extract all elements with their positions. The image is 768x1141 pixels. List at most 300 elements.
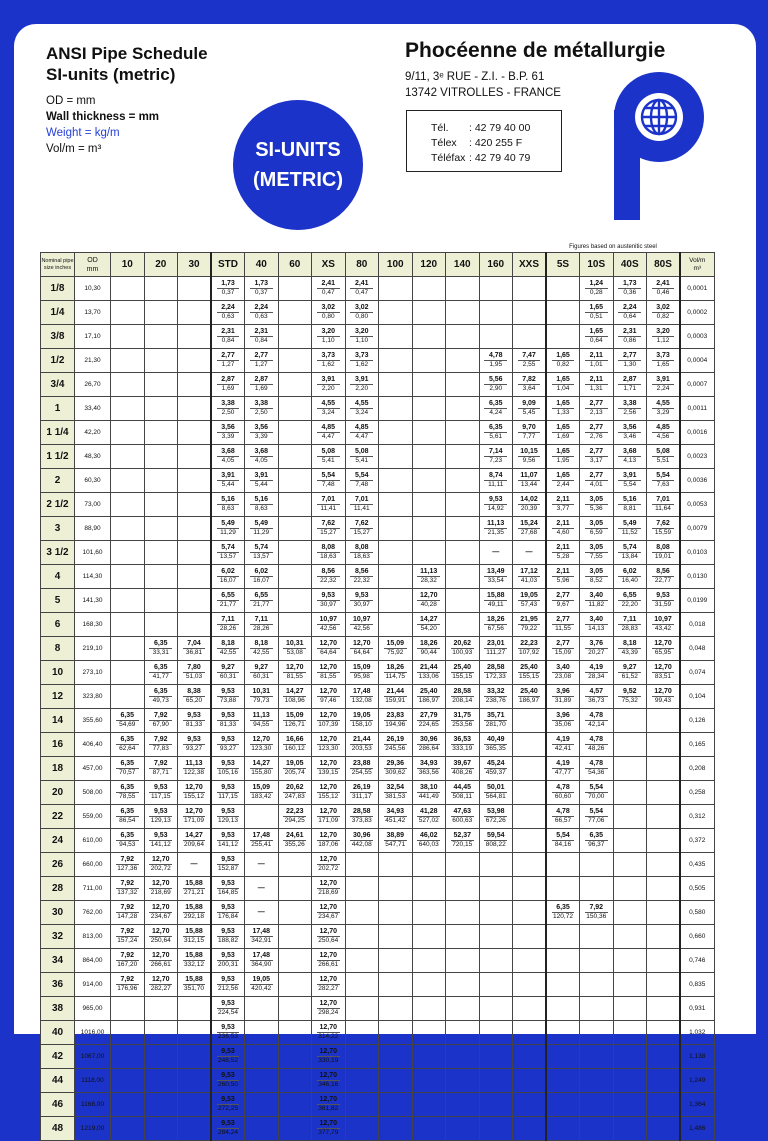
schedule-cell [111,517,145,541]
weight: 0,80 [317,312,340,321]
schedule-cell [144,397,178,421]
weight: 78,55 [116,792,139,801]
schedule-cell [479,1117,513,1141]
wall-thickness: 14,27 [252,760,271,767]
schedule-cell [513,853,547,877]
schedule-cell [580,325,614,349]
wall-thickness: 6,35 [120,784,135,791]
schedule-cell [144,901,178,925]
weight: 1,95 [484,360,507,369]
nps-cell: 18 [41,757,75,781]
schedule-cell [312,445,346,469]
weight: 18,63 [350,552,373,561]
wall-thickness: 9,53 [221,760,235,767]
schedule-cell [278,949,312,973]
weight: 167,20 [117,961,138,968]
schedule-cell [312,829,346,853]
schedule-cell [546,757,580,781]
wall-thickness: 9,53 [221,1072,235,1079]
weight: 0,36 [618,288,641,297]
schedule-cell [111,781,145,805]
weight: 0,86 [618,336,641,345]
schedule-cell [412,1045,446,1069]
weight: 271,21 [184,889,204,896]
wall-thickness: 1,65 [556,400,570,407]
wall-thickness: 9,52 [622,688,637,695]
weight: 42,56 [350,624,373,633]
weight: 3,64 [518,384,540,393]
nps-cell: 34 [41,949,75,973]
schedule-cell [111,853,145,877]
vol-header-unit: m³ [693,264,702,272]
wall-thickness: 5,49 [221,520,235,527]
weight: 77,06 [585,816,608,825]
wall-thickness: 1,65 [556,376,570,383]
wall-thickness: 7,62 [656,520,670,527]
schedule-cell [580,877,614,901]
schedule-cell [479,853,513,877]
weight: 4,13 [618,456,641,465]
schedule-cell [647,829,681,853]
weight: 250,64 [150,937,171,944]
weight: 0,80 [350,312,373,321]
schedule-cell [446,997,480,1021]
schedule-cell [111,949,145,973]
schedule-cell [379,973,413,997]
wall-thickness: 20,62 [453,640,472,647]
weight: 255,41 [251,841,272,848]
schedule-cell [144,1021,178,1045]
schedule-header: XS [312,253,346,277]
schedule-cell [111,973,145,997]
weight: 4,47 [350,432,373,441]
nps-cell: 1/8 [41,277,75,301]
schedule-cell [546,349,580,373]
weight: 75,92 [384,648,407,657]
schedule-cell [211,277,245,301]
wall-thickness: 8,08 [321,544,336,551]
weight: 373,83 [351,817,372,824]
wall-thickness: 3,05 [589,568,604,575]
schedule-cell [144,757,178,781]
wall-thickness: 15,09 [352,664,371,671]
schedule-cell [647,757,681,781]
weight: 155,15 [519,673,539,680]
schedule-cell [111,877,145,901]
schedule-cell [446,901,480,925]
wall-thickness: 8,08 [354,544,369,551]
weight: 1,71 [618,384,641,393]
weight: 137,32 [117,889,138,896]
weight: 218,69 [150,889,171,896]
schedule-cell [479,925,513,949]
schedule-cell [379,541,413,565]
schedule-cell [479,781,513,805]
schedule-cell [613,277,647,301]
schedule-cell [513,901,547,925]
wall-thickness: 12,70 [319,808,338,815]
schedule-cell [379,757,413,781]
schedule-cell [479,325,513,349]
weight: 187,06 [318,841,339,848]
wall-thickness: 4,19 [589,664,604,671]
schedule-cell [211,925,245,949]
vol-cell: 0,0016 [680,421,714,445]
wall-thickness: 2,77 [622,352,637,359]
table-row [41,349,715,373]
weight: 600,63 [452,817,473,824]
weight: 16,40 [618,576,641,585]
schedule-cell [278,781,312,805]
weight: 5,41 [317,456,340,465]
schedule-cell [580,685,614,709]
wall-thickness: 6,02 [254,568,269,575]
schedule-cell [278,349,312,373]
weight: 260,50 [218,1081,238,1088]
schedule-cell [513,397,547,421]
schedule-cell [379,949,413,973]
wall-thickness: 9,53 [153,832,168,839]
wall-thickness: 12,70 [419,592,438,599]
weight: 236,53 [218,1033,238,1040]
wall-thickness: 30,96 [352,832,371,839]
schedule-header: XXS [513,253,547,277]
schedule-cell [546,661,580,685]
schedule-cell [345,829,379,853]
wall-thickness: 15,88 [486,592,505,599]
vol-cell: 0,104 [680,685,714,709]
table-row [41,853,715,877]
weight: 95,98 [350,672,373,681]
wall-thickness: 6,35 [153,688,168,695]
wall-thickness: 5,54 [589,808,604,815]
wall-thickness: 7,92 [153,736,168,743]
wall-thickness: 5,74 [254,544,269,551]
schedule-cell [513,301,547,325]
wall-thickness: 17,48 [252,928,271,935]
schedule-cell [312,397,346,421]
weight: 141,12 [218,841,238,848]
schedule-cell [278,301,312,325]
schedule-header: 120 [412,253,446,277]
schedule-cell [144,493,178,517]
schedule-cell [546,373,580,397]
schedule-cell [446,685,480,709]
weight: 60,60 [552,792,574,801]
company-address [405,69,561,101]
schedule-cell [144,349,178,373]
schedule-cell [345,301,379,325]
weight: 527,02 [418,817,439,824]
weight: 11,11 [484,480,507,489]
wall-thickness: 15,88 [185,952,203,959]
schedule-cell [312,613,346,637]
schedule-cell [613,949,647,973]
nps-cell: 3 1/2 [41,541,75,565]
schedule-cell [580,901,614,925]
schedule-header: 80 [345,253,379,277]
weight: 5,44 [250,480,273,489]
schedule-cell [613,325,647,349]
schedule-cell [580,829,614,853]
wall-thickness: 12,70 [319,1024,338,1031]
weight: 7,77 [518,432,540,441]
wall-thickness: 22,23 [285,808,304,815]
schedule-cell [580,733,614,757]
od-cell: 141,30 [75,589,111,613]
wall-thickness: 15,24 [520,520,538,527]
weight: 351,70 [184,985,204,992]
wall-thickness: 11,07 [520,472,538,479]
schedule-cell [647,997,681,1021]
wall-thickness: 6,35 [120,808,135,815]
schedule-cell [278,1069,312,1093]
schedule-cell [245,829,279,853]
weight: 0,82 [652,312,674,321]
wall-thickness: 35,71 [486,712,505,719]
schedule-cell [345,1069,379,1093]
schedule-cell [412,901,446,925]
wall-thickness: 6,35 [120,712,135,719]
wall-thickness: 1,73 [254,280,269,287]
weight: 272,25 [218,1105,238,1112]
wall-thickness: 25,40 [419,688,438,695]
weight: 97,46 [317,696,340,705]
weight: 41,77 [149,672,172,681]
schedule-cell [613,421,647,445]
schedule-cell [647,421,681,445]
schedule-cell [211,757,245,781]
wall-thickness: 3,96 [556,712,570,719]
schedule-cell [178,469,212,493]
weight: 218,69 [318,889,339,896]
od-header [75,253,111,277]
weight: 5,45 [518,408,540,417]
weight: 70,57 [116,768,139,777]
weight: 3,17 [585,456,608,465]
schedule-cell [613,757,647,781]
address-line2: 13742 VITROLLES - FRANCE [405,87,561,99]
schedule-cell [211,781,245,805]
schedule-cell [345,925,379,949]
schedule-cell [211,1093,245,1117]
wall-thickness: 9,27 [254,664,269,671]
schedule-cell [479,421,513,445]
schedule-cell [513,445,547,469]
weight: 209,64 [184,841,204,848]
wall-thickness: 3,56 [221,424,235,431]
wall-thickness: 6,55 [221,592,235,599]
weight: 2,24 [652,384,674,393]
schedule-cell [613,517,647,541]
weight: 81,33 [183,720,205,729]
weight: 547,71 [385,841,406,848]
weight: 147,28 [117,913,138,920]
vol-header-label: Vol/m [689,256,706,264]
schedule-cell [546,1093,580,1117]
schedule-cell [278,469,312,493]
weight: 266,61 [150,961,171,968]
schedule-cell [647,469,681,493]
wall-thickness: 12,70 [352,640,371,647]
weight: 67,90 [149,720,172,729]
weight: 420,42 [251,985,272,992]
schedule-cell [613,805,647,829]
schedule-cell [379,421,413,445]
schedule-cell [647,517,681,541]
schedule-cell [345,589,379,613]
vol-cell: 0,048 [680,637,714,661]
weight: 171,09 [318,817,339,824]
schedule-cell [278,397,312,421]
weight: 14,92 [484,504,507,513]
schedule-cell [479,1069,513,1093]
wall-thickness: 2,11 [556,568,570,575]
table-row [41,517,715,541]
table-row [41,829,715,853]
schedule-cell [245,1045,279,1069]
schedule-cell [479,661,513,685]
weight: 28,26 [250,624,273,633]
table-row [41,277,715,301]
schedule-cell [211,373,245,397]
weight: 127,36 [117,865,138,872]
wall-thickness: 10,31 [285,640,304,647]
nps-cell: 16 [41,733,75,757]
vol-cell: 1,032 [680,1021,714,1045]
schedule-cell [546,997,580,1021]
od-cell: 13,70 [75,301,111,325]
wall-thickness: 7,62 [354,520,369,527]
wall-thickness: 2,11 [589,352,603,359]
weight: 122,38 [184,769,204,776]
wall-thickness: 7,11 [221,616,235,623]
weight: 86,54 [116,816,139,825]
schedule-cell [412,661,446,685]
table-row [41,469,715,493]
schedule-cell [312,541,346,565]
schedule-cell [278,1045,312,1069]
wall-thickness: 5,08 [656,448,670,455]
weight: 117,15 [151,793,171,800]
schedule-cell [312,589,346,613]
wall-thickness: 2,24 [221,304,235,311]
schedule-cell [379,709,413,733]
schedule-cell [245,709,279,733]
wall-thickness: 12,70 [151,904,170,911]
od-cell: 1067,00 [75,1045,111,1069]
wall-thickness: 7,01 [656,496,670,503]
schedule-cell [412,709,446,733]
schedule-cell [513,469,547,493]
schedule-cell [144,925,178,949]
weight: 5,36 [585,504,608,513]
schedule-cell [446,853,480,877]
schedule-cell [245,1093,279,1117]
schedule-cell [379,469,413,493]
wall-thickness: 3,40 [589,616,604,623]
schedule-cell [546,517,580,541]
wall-thickness: 9,53 [488,496,503,503]
weight: 253,56 [452,721,473,728]
schedule-cell [479,733,513,757]
schedule-cell [245,397,279,421]
legend-volume: Vol/m = m³ [46,143,102,155]
weight: 107,39 [318,721,339,728]
schedule-cell [379,661,413,685]
schedule-cell [513,325,547,349]
wall-thickness: 1,65 [556,448,570,455]
wall-thickness: 25,40 [453,664,472,671]
vol-cell: 0,505 [680,877,714,901]
schedule-cell [178,445,212,469]
schedule-cell [513,1093,547,1117]
wall-thickness: 28,58 [486,664,505,671]
weight: 640,03 [418,841,439,848]
schedule-cell [144,541,178,565]
schedule-cell [446,325,480,349]
weight: 11,82 [585,600,608,609]
nps-cell: 1 1/4 [41,421,75,445]
schedule-cell [580,925,614,949]
schedule-cell [111,301,145,325]
schedule-cell [580,397,614,421]
schedule-cell [178,781,212,805]
nps-cell: 28 [41,877,75,901]
schedule-cell [446,565,480,589]
wall-thickness: 7,01 [321,496,336,503]
table-row [41,445,715,469]
schedule-cell [647,541,681,565]
wall-thickness: 25,40 [520,688,538,695]
schedule-cell [345,1021,379,1045]
schedule-cell [245,997,279,1021]
nps-cell: 42 [41,1045,75,1069]
schedule-cell [647,661,681,685]
schedule-cell [379,829,413,853]
nps-cell: 20 [41,781,75,805]
wall-thickness: 2,77 [221,352,235,359]
schedule-cell [412,829,446,853]
weight: 5,54 [618,480,641,489]
schedule-cell [312,469,346,493]
weight: 87,71 [149,768,172,777]
schedule-cell [580,805,614,829]
wall-thickness: 7,01 [354,496,369,503]
schedule-cell [245,853,279,877]
od-cell: 73,00 [75,493,111,517]
weight: 212,56 [218,985,238,992]
wall-thickness: 21,44 [352,736,371,743]
schedule-cell [546,1045,580,1069]
schedule-cell [613,1021,647,1045]
schedule-cell [580,349,614,373]
schedule-cell [278,757,312,781]
schedule-cell [546,781,580,805]
schedule-cell [479,973,513,997]
wall-thickness: 11,13 [252,712,270,719]
table-row [41,1069,715,1093]
legend-wall: Wall thickness = mm [46,111,160,123]
schedule-cell [412,493,446,517]
wall-thickness: 3,68 [254,448,269,455]
schedule-cell [345,613,379,637]
schedule-cell [144,589,178,613]
schedule-cell [513,877,547,901]
weight: 186,97 [519,697,539,704]
schedule-cell [345,973,379,997]
nps-cell: 22 [41,805,75,829]
